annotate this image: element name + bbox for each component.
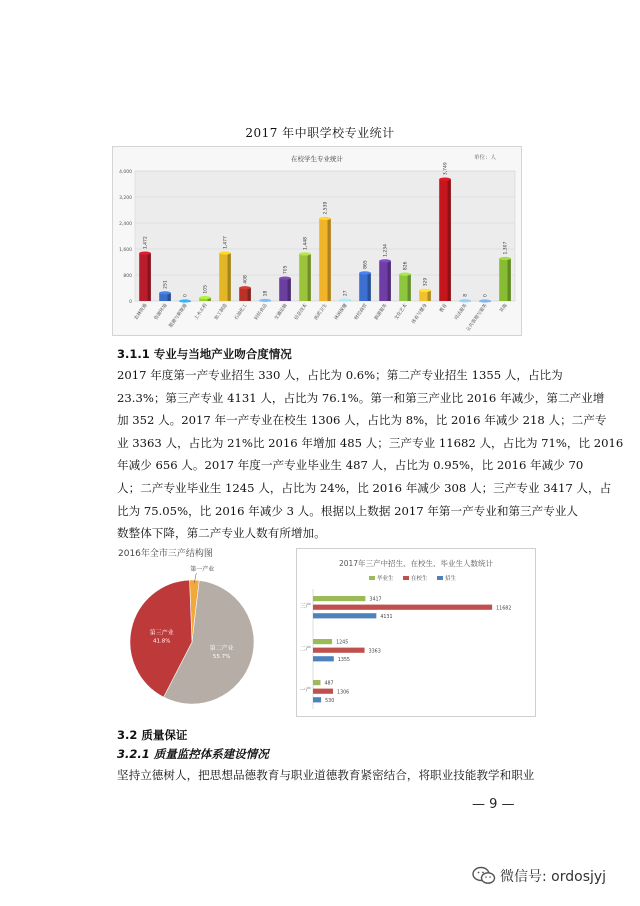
hbar-category-label: 二产 [299, 646, 311, 653]
bar-value-label: 27 [343, 290, 349, 297]
y-tick-label: 800 [123, 274, 132, 279]
hbar-category-label: 三产 [299, 603, 311, 610]
bar-value-label: 865 [363, 260, 369, 269]
wechat-watermark [472, 866, 606, 886]
paragraph-line: 业 3363 人，占比为 21%比 2016 年增加 485 人；三产专业 11682 人，占比为 71%，比 2016 [117, 435, 624, 450]
bar-value-label: 1,307 [503, 241, 509, 255]
bar-category-label: 加工制造 [213, 303, 229, 322]
bar-value-label: 2,539 [323, 201, 329, 215]
pie-slice-percent: 55.7% [212, 654, 231, 661]
y-tick-label: 3,200 [119, 196, 132, 201]
bar-top [499, 257, 511, 260]
bar-shade [428, 290, 431, 301]
bar-top [459, 299, 471, 302]
bar-shade [248, 288, 251, 301]
bar-value-label: 1,477 [223, 236, 229, 249]
bar-shade [288, 278, 291, 301]
bar-value-label: 408 [243, 275, 249, 284]
bar-value-label: 1,472 [143, 236, 149, 250]
bar-category-label: 农林牧渔 [133, 303, 149, 322]
bar-value-label: 0 [183, 294, 189, 297]
bar-shade [328, 218, 331, 301]
bar-top [239, 286, 251, 289]
bar-category-label: 信息技术 [293, 303, 309, 322]
pie-slice-percent: 41.8% [152, 638, 171, 645]
wechat-icon [472, 866, 496, 886]
legend-swatch [403, 576, 409, 580]
hbar-value-label: 4131 [380, 614, 393, 620]
pie-chart-title: 2016年全市三产结构图 [118, 549, 213, 559]
paragraph-line: 2017 年度第一产专业招生 330 人，占比为 0.6%；第二产专业招生 1355 人，占比为 [117, 368, 563, 382]
bar-top [139, 252, 151, 255]
bar-shade [308, 254, 311, 301]
bar-top [359, 271, 371, 274]
bar-shade [388, 261, 391, 301]
bar-chart-student-majors [112, 146, 522, 336]
bar-value-label: 3,749 [443, 162, 449, 176]
bar-top [179, 299, 191, 302]
paragraph-line: 23.3%；第三产专业 4131 人，占比为 76.1%。第一和第三产业比 2016 年减少，第二产业增 [117, 390, 605, 405]
bar-category-label: 教育 [439, 303, 449, 314]
hbar-bar [313, 613, 376, 618]
hbar-bar [313, 656, 334, 661]
bar-category-label: 医药卫生 [313, 303, 329, 322]
hbar-value-label: 3417 [369, 597, 382, 603]
bar-chart-title: 在校学生专业统计 [291, 155, 343, 163]
bar-value-label: 0 [483, 294, 489, 297]
bar-top [379, 259, 391, 262]
bar-chart-unit: 单位：人 [473, 155, 497, 161]
bar-value-label: 8 [463, 293, 469, 297]
bar-top [479, 299, 491, 302]
page-title: 2017 年中职学校专业统计 [245, 126, 395, 140]
bar-category-label: 财经商贸 [353, 303, 369, 322]
bar-shade [408, 274, 411, 301]
wechat-label: 微信号: ordosjyj [500, 869, 607, 885]
pie-chart-industry-structure [112, 556, 290, 716]
bar-category-label: 其他 [499, 303, 509, 314]
bar-value-label: 18 [263, 290, 269, 297]
bar-chart-svg [113, 147, 521, 335]
hbar-value-label: 530 [325, 698, 335, 704]
legend-swatch [437, 576, 443, 580]
bar-top [259, 299, 271, 302]
hbar-value-label: 3363 [368, 649, 381, 655]
pie-slice-name: 第二产业 [209, 645, 234, 653]
bar-top [219, 251, 231, 254]
legend-label: 招生 [445, 576, 457, 582]
bar-category-label: 石油化工 [233, 303, 249, 322]
pie-slice-name: 第三产业 [149, 629, 174, 637]
bar-top [279, 276, 291, 279]
bar-category-label: 轻纺食品 [253, 303, 269, 322]
hbar-value-label: 1355 [337, 657, 350, 663]
bar-category-label: 旅游服务 [373, 303, 389, 322]
bar-value-label: 705 [283, 265, 289, 275]
bar-shade [508, 259, 511, 301]
y-tick-label: 0 [129, 300, 132, 305]
bar-top [299, 252, 311, 255]
bar-top [319, 217, 331, 220]
hbar-bar [313, 596, 365, 601]
section-heading-3-2: 3.2 质量保证 [117, 728, 188, 742]
bar-value-label: 251 [163, 280, 169, 289]
bar-value-label: 329 [423, 277, 429, 287]
paragraph-line: 比为 75.05%，比 2016 年减少 3 人。根据以上数据 2017 年第一产专业和第三产专业人 [117, 503, 579, 518]
paragraph-line: 加 352 人。2017 年一产专业在校生 1306 人，占比为 8%，比 2016 年减少 218 人；二产专 [117, 413, 607, 428]
bar-top [399, 273, 411, 276]
legend-label: 毕业生 [377, 576, 394, 582]
hbar-bar [313, 697, 321, 702]
hbar-value-label: 1306 [337, 690, 350, 696]
page-number: — 9 — [472, 797, 515, 812]
section-heading-3-2-1: 3.2.1 质量监控体系建设情况 [117, 747, 269, 761]
hbar-bar [313, 689, 333, 694]
paragraph-line: 人；二产专业毕业生 1245 人，占比为 24%，比 2016 年减少 308 人；三产专业 3417 人，占 [117, 480, 612, 495]
bar-shade [448, 179, 451, 301]
y-tick-label: 1,600 [119, 248, 132, 253]
bar-value-label: 105 [203, 284, 209, 294]
paragraph-line: 数整体下降，第二产专业人数有所增加。 [117, 526, 326, 541]
paragraph-line: 坚持立德树人，把思想品德教育与职业道德教育紧密结合，将职业技能教学和职业 [117, 768, 535, 782]
bar-value-label: 1,448 [303, 237, 309, 250]
y-tick-label: 2,400 [119, 222, 132, 227]
bar-value-label: 1,234 [383, 244, 389, 257]
bar-category-label: 公共管理与服务 [466, 303, 489, 333]
hbar-bar [313, 605, 492, 610]
hbar-value-label: 1245 [336, 640, 349, 646]
bar-category-label: 土木水利 [193, 303, 209, 322]
hbar-value-label: 11682 [496, 606, 512, 612]
bar-top [439, 178, 451, 181]
hbar-chart-title: 2017年三产中招生、在校生、毕业生人数统计 [338, 559, 494, 568]
bar-category-label: 能源与新能源 [168, 303, 189, 329]
section-heading-3-1-1: 3.1.1 专业与当地产业吻合度情况 [117, 347, 292, 361]
hbar-chart-svg [297, 549, 535, 716]
hbar-bar [313, 639, 332, 644]
bar-top [339, 299, 351, 302]
legend-swatch [369, 576, 375, 580]
bar-category-label: 资源环境 [153, 303, 169, 322]
bar-category-label: 司法服务 [453, 303, 469, 322]
bar-category-label: 文化艺术 [393, 303, 409, 322]
bar-value-label: 826 [403, 261, 409, 271]
y-tick-label: 4,000 [119, 170, 132, 175]
bar-top [199, 296, 211, 299]
bar-category-label: 体育与健身 [411, 303, 429, 325]
paragraph-line: 年减少 656 人。2017 年度一产专业毕业生 487 人，占比为 0.95%，比 2016 年减少 70 [117, 458, 584, 473]
bar-shade [368, 273, 371, 301]
hbar-category-label: 一产 [299, 687, 311, 694]
paragraph-3-2-1 [117, 764, 535, 787]
hbar-value-label: 487 [324, 681, 334, 687]
hbar-bar [313, 680, 320, 685]
bar-category-label: 交通运输 [273, 303, 289, 322]
pie-slice-name: 第一产业 [190, 566, 215, 574]
bar-category-label: 休闲保健 [333, 303, 349, 322]
bar-top [419, 289, 431, 292]
pie-chart-svg [112, 556, 290, 716]
legend-label: 在校生 [411, 576, 428, 582]
paragraph-3-1-1 [117, 364, 624, 545]
hbar-bar [313, 648, 365, 653]
bar-top [159, 291, 171, 294]
hbar-chart-enrollment [296, 548, 536, 717]
bar-shade [228, 253, 231, 301]
bar-shade [148, 253, 151, 301]
